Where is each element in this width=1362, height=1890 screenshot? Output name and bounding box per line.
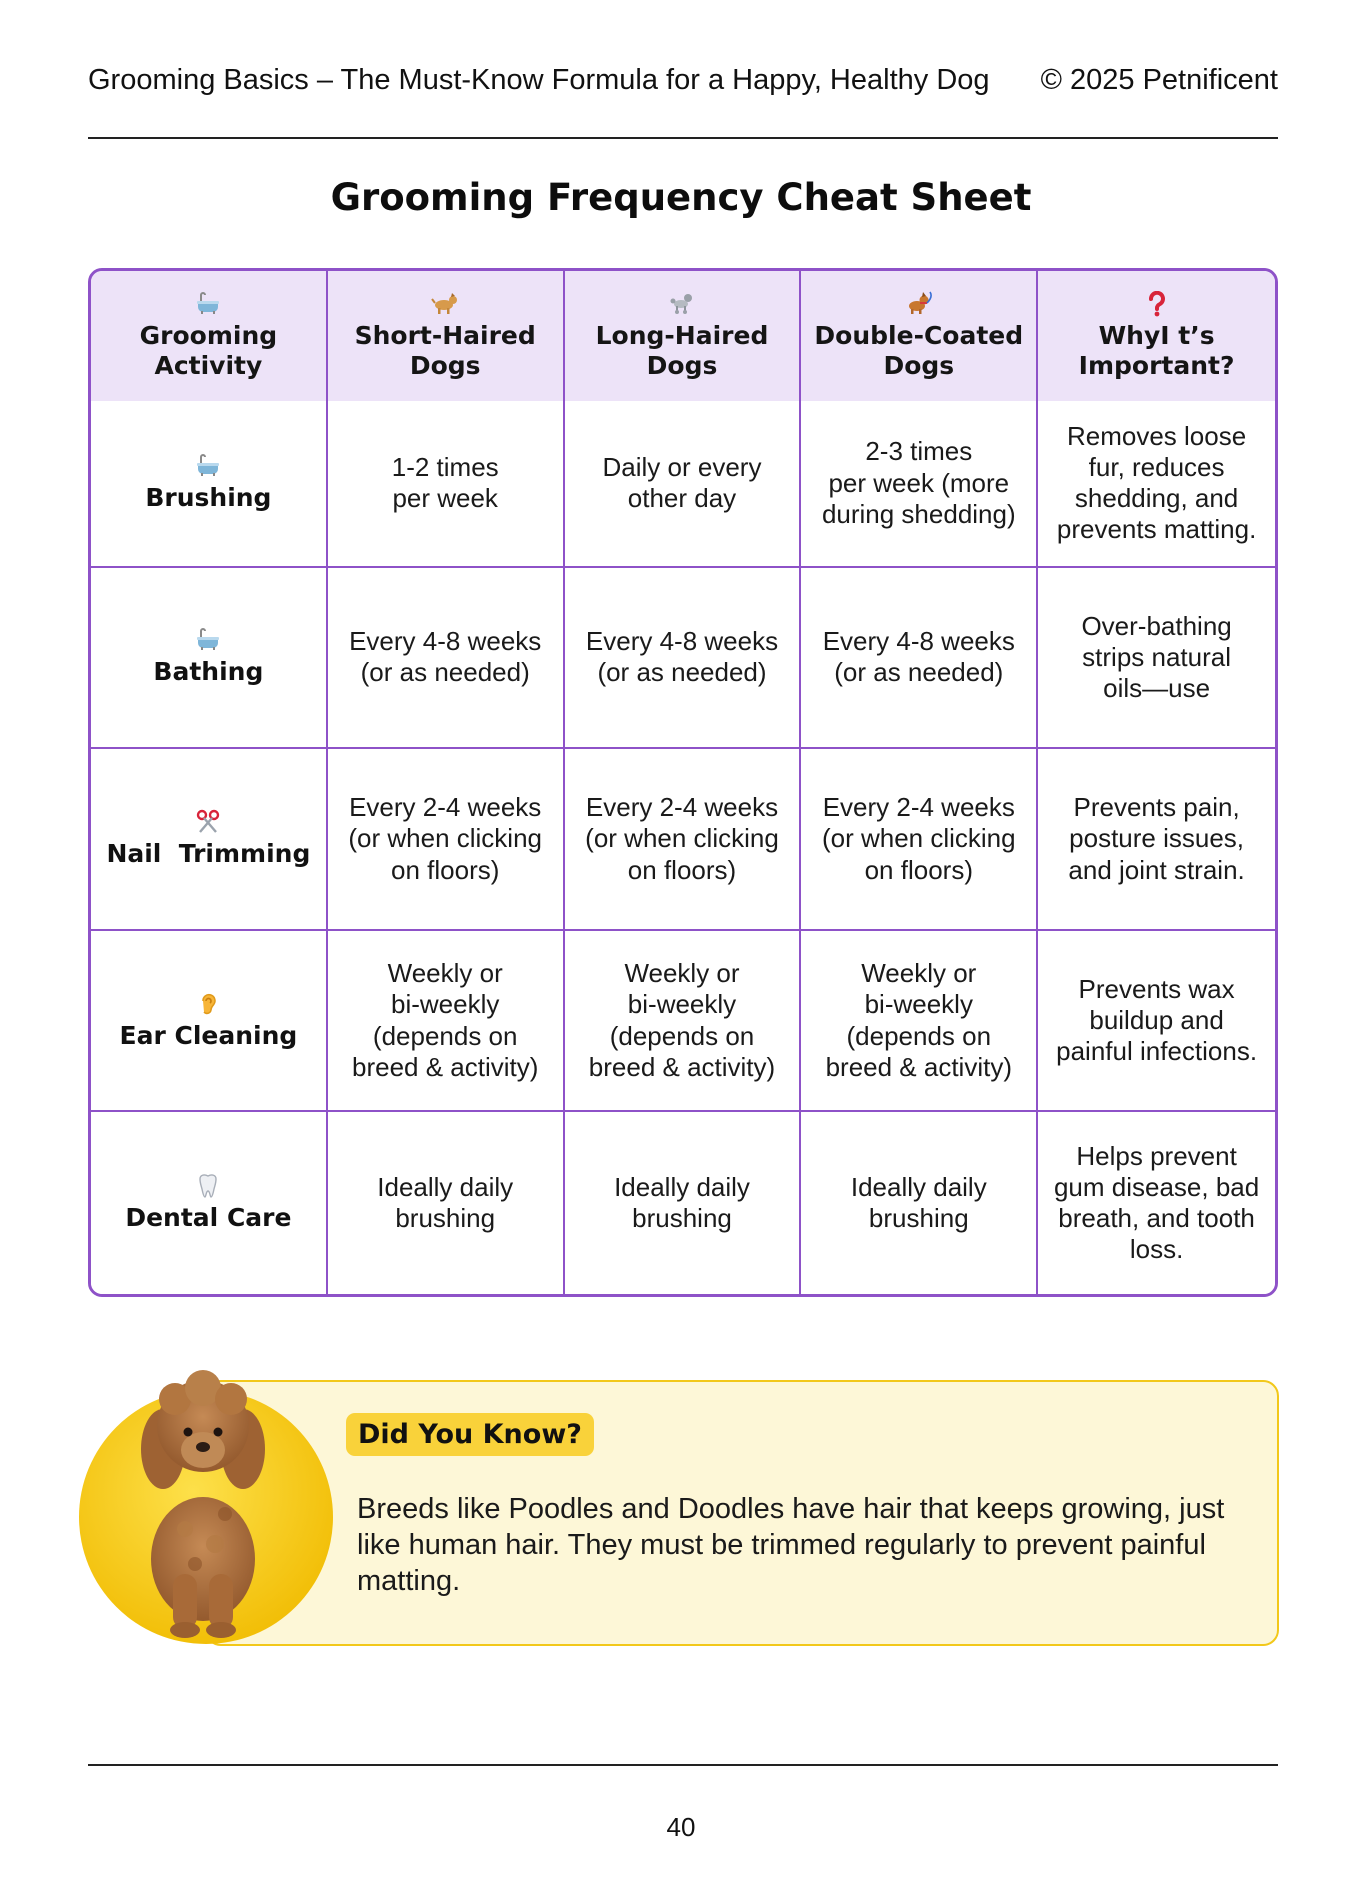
cell-line: brushing <box>632 1203 732 1234</box>
table-cell <box>1038 1112 1275 1294</box>
poodle-icon <box>575 291 790 317</box>
cell-line: breed & activity) <box>588 1051 776 1082</box>
cell-line: (or when clicking <box>585 823 779 854</box>
table-row <box>91 401 1275 568</box>
cell-line: Every 4-8 weeks <box>822 626 1015 657</box>
cell-line: on floors) <box>391 854 500 885</box>
cell-line: Every 2-4 weeks <box>585 792 779 823</box>
cell-line: Removes loose <box>1066 420 1247 451</box>
cell-line: bi-weekly <box>391 989 500 1020</box>
dog-with-leash-icon <box>811 291 1026 317</box>
cell-line: Weekly or <box>387 958 503 989</box>
table-cell <box>565 401 802 568</box>
tooth-icon <box>101 1173 316 1199</box>
cell-line: Over-bathing <box>1081 610 1232 641</box>
page-title: Grooming Frequency Cheat Sheet <box>330 176 1032 219</box>
table-cell <box>1038 749 1275 931</box>
table-row <box>91 749 1275 931</box>
cell-line: on floors) <box>627 854 737 885</box>
cell-line: brushing <box>395 1203 496 1234</box>
bathtub-icon <box>101 291 316 317</box>
cell-line: loss. <box>1129 1234 1184 1265</box>
column-header-label: WhyI t’s <box>1098 321 1215 350</box>
cell-line: Every 4-8 weeks <box>585 626 779 657</box>
cell-line: during shedding) <box>821 498 1016 529</box>
header-copyright: © 2025 Petnificent <box>1040 64 1278 96</box>
cell-line: (or when clicking <box>348 823 543 854</box>
activity-label: Nail Trimming <box>106 838 311 868</box>
column-header-why-important <box>1038 271 1275 401</box>
table-cell <box>565 568 802 750</box>
cell-line: 1-2 times <box>391 452 499 483</box>
cell-line: Prevents wax <box>1078 973 1235 1004</box>
cell-line: oils—use <box>1103 672 1211 703</box>
table-cell <box>565 1112 802 1294</box>
column-header-label: Dogs <box>409 351 481 380</box>
activity-label: Brushing <box>145 483 272 513</box>
cell-line: 2-3 times <box>865 436 973 467</box>
column-header-label: Grooming <box>139 321 278 350</box>
cell-line: Ideally daily <box>850 1172 987 1202</box>
table-cell <box>801 401 1038 568</box>
column-header-label: Dogs <box>883 351 955 380</box>
table-cell <box>801 749 1038 931</box>
table-cell <box>328 1112 565 1294</box>
header-divider <box>88 137 1278 139</box>
cell-line: (or as needed) <box>360 657 530 688</box>
cell-line: prevents matting. <box>1056 514 1257 545</box>
did-you-know-badge: Did You Know? <box>346 1413 594 1456</box>
cell-line: Every 4-8 weeks <box>349 626 542 657</box>
table-cell <box>565 931 802 1113</box>
page-number: 40 <box>666 1812 696 1842</box>
grooming-frequency-table <box>88 268 1278 1297</box>
question-mark-icon <box>1048 291 1265 317</box>
table-row <box>91 1112 1275 1294</box>
running-header <box>88 64 1278 97</box>
cell-line: gum disease, bad <box>1053 1172 1260 1202</box>
cell-line: other day <box>627 483 737 514</box>
activity-cell-bathing <box>91 568 328 750</box>
cell-line: breath, and tooth <box>1058 1203 1255 1234</box>
table-cell <box>328 401 565 568</box>
table-cell <box>1038 401 1275 568</box>
cell-line: (or as needed) <box>597 657 767 688</box>
scissors-icon <box>101 809 316 835</box>
column-header-label: Short-Haired <box>354 321 536 350</box>
cell-line: Prevents pain, <box>1073 792 1240 823</box>
cell-line: Weekly or <box>861 958 977 989</box>
activity-cell-ear-cleaning <box>91 931 328 1113</box>
cell-line: bi-weekly <box>627 989 737 1020</box>
cell-line: fur, reduces <box>1088 452 1225 483</box>
table-cell <box>801 931 1038 1113</box>
cell-line: (or as needed) <box>834 657 1004 688</box>
activity-cell-nail-trimming <box>91 749 328 931</box>
cell-line: (depends on <box>372 1020 518 1051</box>
dog-icon <box>338 291 553 317</box>
table-cell <box>328 749 565 931</box>
callout-text: Breeds like Poodles and Doodles have hair that keeps growing, just like human hair. They must be trimmed regularly to prevent painful matting. <box>357 1493 1225 1597</box>
cell-line: bi-weekly <box>864 989 973 1020</box>
activity-cell-dental-care <box>91 1112 328 1294</box>
column-header-label: Double-Coated <box>814 321 1024 350</box>
table-cell <box>328 568 565 750</box>
cell-line: on floors) <box>864 854 973 885</box>
table-row <box>91 931 1275 1113</box>
activity-cell-brushing <box>91 401 328 568</box>
cell-line: painful infections. <box>1056 1036 1258 1067</box>
table-cell <box>328 931 565 1113</box>
table-header-row <box>91 271 1275 401</box>
bathtub-icon <box>101 453 316 479</box>
table-cell <box>1038 931 1275 1113</box>
cell-line: (depends on <box>846 1020 992 1051</box>
cell-line: per week <box>392 483 498 514</box>
table-cell <box>565 749 802 931</box>
cell-line: (or when clicking <box>821 823 1016 854</box>
ear-icon <box>101 991 316 1017</box>
table-cell <box>1038 568 1275 750</box>
cell-line: Daily or every <box>602 452 762 483</box>
activity-label: Ear Cleaning <box>119 1020 298 1050</box>
poodle-photo <box>75 1354 337 1644</box>
footer-divider <box>88 1764 1278 1766</box>
cell-line: Helps prevent <box>1076 1140 1237 1171</box>
cell-line: Every 2-4 weeks <box>349 792 542 823</box>
cell-line: (depends on <box>609 1020 755 1051</box>
table-row <box>91 568 1275 750</box>
cell-line: Every 2-4 weeks <box>822 792 1015 823</box>
bathtub-icon <box>101 627 316 653</box>
table-cell <box>801 568 1038 750</box>
column-header-label: Important? <box>1078 351 1235 380</box>
cell-line: breed & activity) <box>825 1051 1012 1082</box>
column-header-long-haired <box>565 271 802 401</box>
cell-line: buildup and <box>1089 1004 1224 1035</box>
column-header-activity <box>91 271 328 401</box>
cell-line: breed & activity) <box>351 1051 539 1082</box>
column-header-double-coated <box>801 271 1038 401</box>
cell-line: Ideally daily <box>614 1172 750 1202</box>
cell-line: and joint strain. <box>1068 854 1245 885</box>
cell-line: Weekly or <box>624 958 740 989</box>
cell-line: brushing <box>868 1203 969 1234</box>
cell-line: posture issues, <box>1069 823 1245 854</box>
table-cell <box>801 1112 1038 1294</box>
activity-label: Bathing <box>153 657 264 687</box>
cell-line: shedding, and <box>1074 483 1239 514</box>
column-header-label: Long-Haired <box>595 321 769 350</box>
header-title: Grooming Basics – The Must-Know Formula for a Happy, Healthy Dog <box>88 64 990 96</box>
cell-line: strips natural <box>1082 641 1232 672</box>
column-header-short-haired <box>328 271 565 401</box>
column-header-label: Activity <box>154 351 263 380</box>
cell-line: Ideally daily <box>377 1172 514 1202</box>
activity-label: Dental Care <box>125 1203 292 1233</box>
column-header-label: Dogs <box>646 351 718 380</box>
cell-line: per week (more <box>828 467 1010 498</box>
